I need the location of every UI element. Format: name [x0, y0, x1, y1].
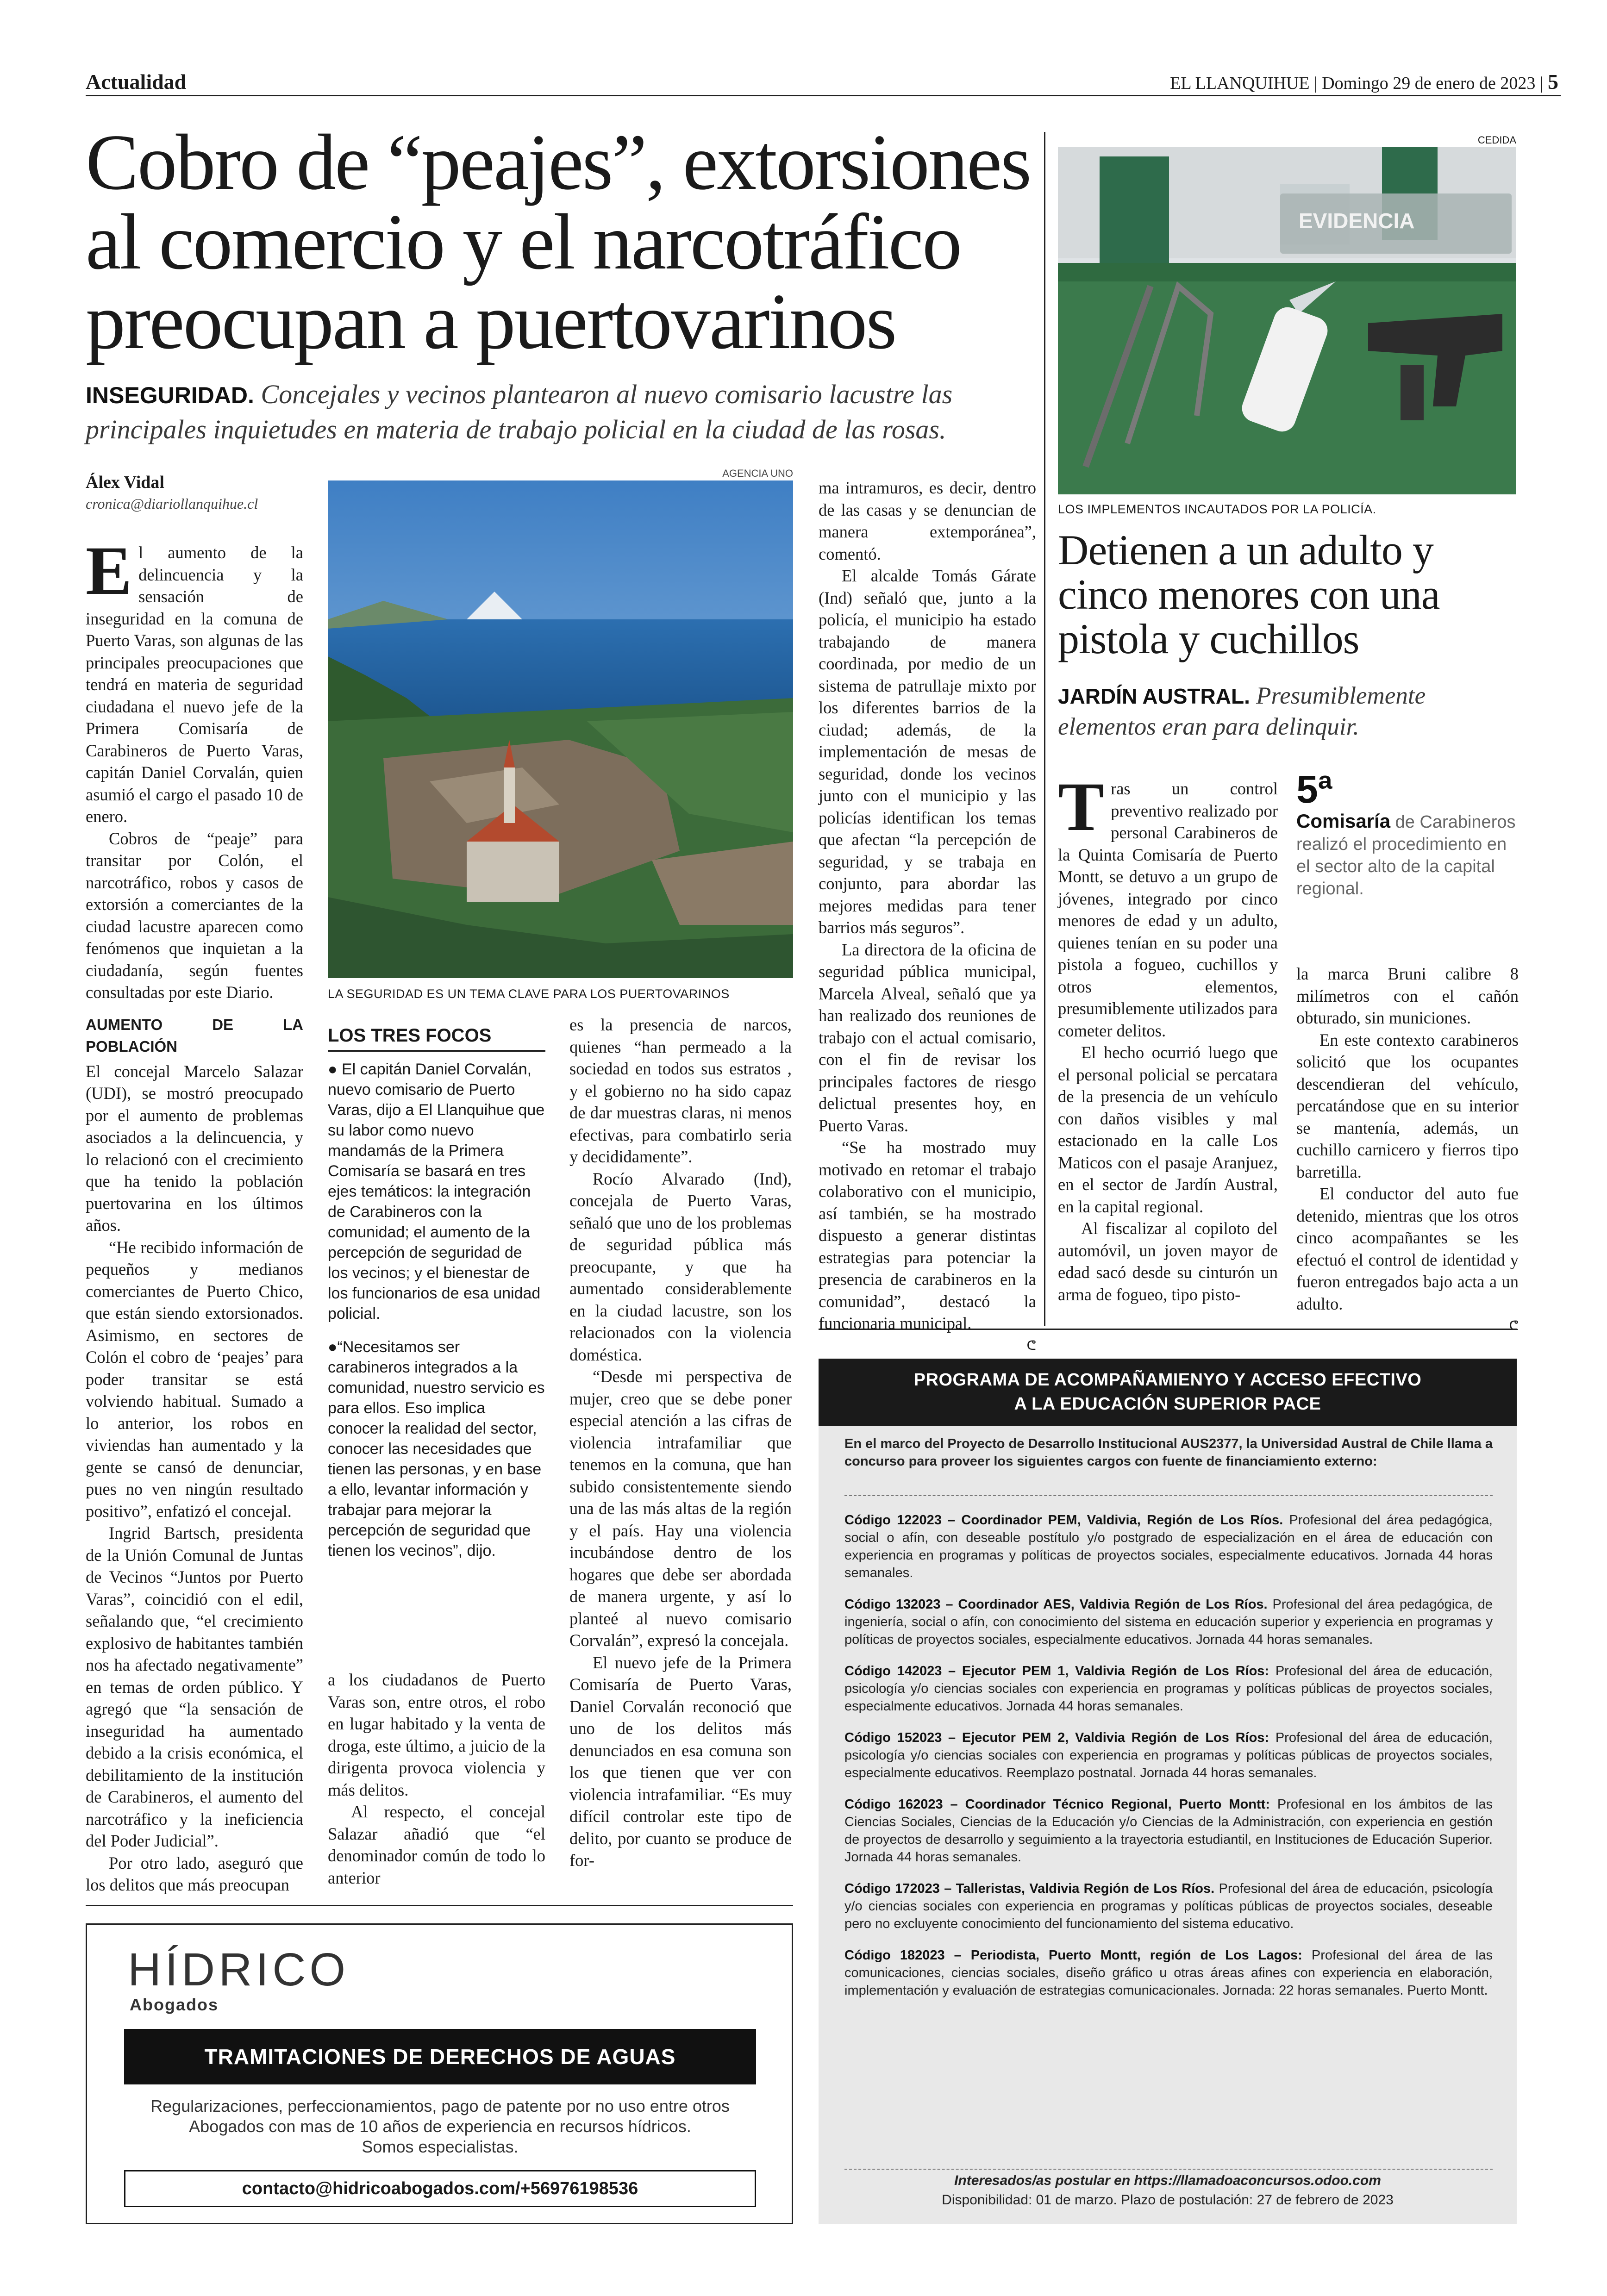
paragraph: “Desde mi perspectiva de mujer, creo que se debe poner especial atención a las cifras de violencia intrafamiliar que tenemos en la comuna, que han subido consistentemente siendo una de las más altas de la región y el país. Hay una violencia incubándose dentro de los hogares que debe ser abordada de manera urgente, y así lo planteé al nuevo comisario Corvalán”, expresó la concejala. [569, 1367, 792, 1650]
pace-item-code: Código 122023 – Coordinador PEM, Valdivia, Región de Los Ríos. [844, 1513, 1283, 1528]
photo-credit: AGENCIA UNO [722, 468, 793, 479]
pace-title-line: PROGRAMA DE ACOMPAÑAMIENYO Y ACCESO EFECTIVO [913, 1370, 1422, 1390]
second-kicker: JARDÍN AUSTRAL. [1058, 684, 1250, 708]
section-rule [86, 1905, 793, 1906]
ad-body [124, 2096, 756, 2157]
pace-item-text: Profesional del área de educación, psicología y/o ciencias sociales con experiencia en programas y políticas públicas de proyectos sociales, especialmente educativos. Reemplazo postnatal. Jornada 44 horas semanales. [844, 1730, 1493, 1780]
main-kicker: INSEGURIDAD. [86, 382, 254, 408]
publication-date: Domingo 29 de enero de 2023 [1322, 74, 1536, 93]
paragraph: a los ciudadanos de Puerto Varas son, entre otros, el robo en lugar habitado y la venta de droga, este último, a juicio de la dirigenta provoca violencia y más delitos. [328, 1670, 545, 1799]
pace-item-code: Código 142023 – Ejecutor PEM 1, Valdivia Región de Los Ríos: [844, 1664, 1269, 1678]
pace-item [844, 1662, 1493, 1715]
paragraph: El alcalde Tomás Gárate (Ind) señaló que, junto a la policía, el municipio ha estado trabajando de manera coordinada, por medio de un sistema de patrullaje mixto por los diferentes barrios de la ciudad; además, de la implementación de mesas de seguridad, donde los vecinos junto con el municipio y las policías identifican los temas que afectan “la percepción de seguridad, y se trabaja en conjunto, para abordar las mejores medidas para tener barrios más seguros”. [819, 566, 1036, 937]
fact-description: de Carabineros realizó el procedimiento en el sector alto de la capital regional. [1296, 812, 1516, 898]
pace-footer [819, 2171, 1517, 2210]
ad-brand-sub: Abogados [130, 1995, 219, 2014]
pace-title [819, 1359, 1517, 1426]
ad-brand-logo: HÍDRICO [128, 1944, 350, 1996]
ad-banner: TRAMITACIONES DE DERECHOS DE AGUAS [124, 2029, 756, 2084]
photo-caption: LA SEGURIDAD ES UN TEMA CLAVE PARA LOS PUERTOVARINOS [328, 987, 730, 1001]
column-divider [1044, 132, 1045, 1326]
second-deck-text: Presumiblemente elementos eran para delinquir. [1058, 682, 1426, 740]
main-deck [86, 377, 1035, 447]
paragraph: La directora de la oficina de seguridad pública municipal, Marcela Alveal, señaló que ya han realizado dos reuniones de trabajo con el actual comisario, con el fin de revisar los principales factores de riesgo delictual presentes hoy, en Puerto Varas. [819, 940, 1036, 1135]
paragraph: Rocío Alvarado (Ind), concejala de Puerto Varas, señaló que uno de los problemas de seguridad pública más preocupante, y que ha aumentado considerablemente en la ciudad lacustre, son los relacionados con la violencia doméstica. [569, 1169, 792, 1364]
pace-link[interactable]: Interesados/as postular en https://llamadoaconcursos.odoo.com [954, 2173, 1381, 2188]
pace-title-line: A LA EDUCACIÓN SUPERIOR PACE [1014, 1394, 1321, 1414]
pace-item-text: Profesional del área pedagógica, de ingeniería, social o afín, con conocimiento del sistema en educación superior y experiencia en programas y políticas de proyectos sociales, especialmente educativos. Jornada 44 horas semanales. [844, 1597, 1493, 1647]
ad-body-line: Abogados con mas de 10 años de experiencia en recursos hídricos. [189, 2117, 691, 2136]
fact-number: 5ª [1296, 767, 1332, 811]
paragraph: l aumento de la delincuencia y la sensación de inseguridad en la comuna de Puerto Varas, son algunas de las principales preocupaciones que tendrá en materia de seguridad ciudadana el nuevo jefe de la Primera Comisaría de Carabineros de Puerto Varas, capitán Daniel Corvalán, quien asumió el cargo el pasado 10 de enero. [86, 543, 303, 826]
main-headline: Cobro de “peajes”, extorsiones al comercio y el narcotráfico preocupan a puertovarinos [86, 119, 1031, 366]
main-photo-block [328, 468, 793, 1001]
pace-item [844, 1796, 1493, 1866]
second-column-1 [1058, 768, 1278, 1305]
pace-item [844, 1880, 1493, 1933]
main-column-1 [86, 532, 303, 1896]
paragraph: Al respecto, el concejal Salazar añadió que “el denominador común de todo lo anterior [328, 1802, 545, 1887]
header-rule [86, 95, 1561, 96]
section-label: Actualidad [86, 70, 187, 94]
paragraph: “He recibido información de pequeños y medianos comerciantes de Puerto Chico, que están siendo extorsionados. Asimismo, en sectores de Colón el cobro de ‘peajes’ para poder transitar se está volviendo habitual. Sumado a lo anterior, los robos en viviendas han aumentado y la gente se cansó de denunciar, pues no ven ningún resultado positivo”, enfatizó el concejal. [86, 1237, 303, 1521]
section-rule [819, 1329, 1517, 1330]
focos-item: ●“Necesitamos ser carabineros integrados a la comunidad, nuestro servicio es para ellos. Eso implica conocer la realidad del sector, conocer las necesidades que tienen las personas, y en base a ello, levantar información y trabajar para mejorar la percepción de seguridad que tienen los vecinos”, dijo. [328, 1338, 545, 1560]
dropcap: E [86, 532, 132, 609]
author-email: cronica@diariollanquihue.cl [86, 495, 258, 512]
paragraph: En este contexto carabineros solicitó que los ocupantes descendieran del vehículo, percatándose que en su interior se mantenía, además, un cuchillo carnicero y fierros tipo barretilla. [1296, 1030, 1519, 1181]
end-mark-icon: ᕦ [1509, 1318, 1519, 1333]
dropcap: T [1058, 768, 1105, 845]
main-column-3 [569, 1014, 792, 1872]
pace-item [844, 1729, 1493, 1782]
page-number: 5 [1548, 70, 1558, 94]
pace-divider [844, 1495, 1493, 1496]
photo-caption: LOS IMPLEMENTOS INCAUTADOS POR LA POLICÍA. [1058, 502, 1376, 516]
pace-item-text: Profesional del área de las comunicaciones, ciencias sociales, diseño gráfico u otras áreas afines con experiencia en elaboración, implementación y evaluación de estrategias comunicacionales. Jornada: 22 horas semanales. Puerto Montt. [844, 1948, 1493, 1998]
focos-item: ● El capitán Daniel Corvalán, nuevo comisario de Puerto Varas, dijo a El Llanquihue que su labor como nuevo mandamás de la Primera Comisaría se basará en tres ejes temáticos: la integración de Carabineros con la comunidad; el aumento de la percepción de seguridad de los vecinos; y el bienestar de los funcionarios de esa unidad policial. [328, 1061, 545, 1323]
paragraph: “Se ha mostrado muy motivado en retomar el trabajo colaborativo con el municipio, así también, se ha mostrado dispuesto a generar distintas estrategias para potenciar la presencia de carabineros en la comunidad”, destacó la funcionaria municipal. [819, 1138, 1036, 1333]
pace-item [844, 1947, 1493, 1999]
main-column-4 [819, 477, 1036, 1356]
pace-ad [819, 1359, 1517, 2224]
pace-item-code: Código 132023 – Coordinador AES, Valdivia Región de Los Ríos. [844, 1597, 1268, 1612]
publication-line: EL LLANQUIHUE | Domingo 29 de enero de 2023 | 5 [1170, 70, 1558, 94]
pace-item-code: Código 152023 – Ejecutor PEM 2, Valdivia Región de Los Ríos: [844, 1730, 1269, 1745]
main-deck-text: Concejales y vecinos plantearon al nuevo comisario lacustre las principales inquietudes en materia de trabajo policial en la ciudad de las rosas. [86, 379, 953, 444]
pace-item-text: Profesional en los ámbitos de las Ciencias Sociales, Ciencias de la Educación y/o Ciencias de la Administración, con experiencia en gestión de proyectos de desarrollo y seguimiento a la trayectoria estudiantil, en Instituciones de Educación Superior. Jornada 44 horas semanales. [844, 1797, 1493, 1865]
second-headline: Detienen a un adulto y cinco menores con una pistola y cuchillos [1058, 526, 1440, 662]
pace-item-code: Código 162023 – Coordinador Técnico Regional, Puerto Montt: [844, 1797, 1270, 1812]
pace-item [844, 1596, 1493, 1648]
second-deck [1058, 680, 1516, 742]
author-name: Álex Vidal [86, 473, 164, 492]
paragraph: El hecho ocurrió luego que el personal policial se percatara de la presencia de un vehículo con daños visibles y mal estacionado en la calle Los Maticos con el pasaje Aranjuez, en el sector de Jardín Austral, en la capital regional. [1058, 1043, 1278, 1216]
fact-text [1296, 810, 1519, 900]
pace-item-code: Código 172023 – Talleristas, Valdivia Región de Los Ríos. [844, 1881, 1215, 1896]
pace-list [844, 1511, 1493, 2013]
pace-item-text: Profesional del área de educación, psicología y/o ciencias sociales con experiencia en programas y políticas públicas de proyectos sociales, deseable pero no excluyente conocimiento del funcionamiento del sistema educativo. [844, 1881, 1493, 1931]
photo-credit: CEDIDA [1477, 134, 1516, 146]
paragraph: Cobros de “peaje” para transitar por Colón, el narcotráfico, robos y casos de extorsión a comerciantes de la ciudad lacustre aparecen como fenómenos que inquietan a la ciudadanía, según fuentes consultadas por este Diario. [86, 829, 303, 1002]
end-mark-icon: ᕦ [1026, 1338, 1036, 1353]
pace-item [844, 1511, 1493, 1582]
paragraph: ras un control preventivo realizado por personal Carabineros de la Quinta Comisaría de Puerto Montt, se detuvo a un grupo de jóvenes, integrado por cinco menores de edad y un adulto, quienes tenían en su poder una pistola a fogueo, cuchillos y otros elementos, presumiblemente utilizados para cometer delitos. [1058, 779, 1278, 1040]
pace-item-text: Profesional del área pedagógica, social o afín, con deseable postítulo y/o postgrado de especialización en el área de educación con experiencia en programas y políticas de proyectos sociales, especialmente educativos. Jornada 44 horas semanales. [844, 1513, 1493, 1580]
paragraph: ma intramuros, es decir, dentro de las casas y se denuncian de manera extemporánea”, comentó. [819, 478, 1036, 563]
fact-bold: Comisaría [1296, 810, 1391, 832]
evidence-photo-block [1058, 134, 1516, 517]
pace-dates: Disponibilidad: 01 de marzo. Plazo de postulación: 27 de febrero de 2023 [942, 2192, 1394, 2208]
subhead: AUMENTO DE LA POBLACIÓN [86, 1016, 303, 1055]
paragraph: Ingrid Bartsch, presidenta de la Unión Comunal de Juntas de Vecinos “Juntos por Puerto Varas”, coincidió con el edil, señalando que, “el crecimiento explosivo de habitantes también nos ha afectado negativamente” en temas de orden público. Y agregó que “la sensación de inseguridad ha aumentado debido a la crisis económica, el debilitamiento de la institución de Carabineros, el aumento del narcotráfico y la ineficiencia del Poder Judicial”. [86, 1523, 303, 1850]
focos-box [328, 1025, 545, 1574]
pace-item-text: Profesional del área de educación, psicología y/o ciencias sociales con experiencia en programas y políticas públicas de proyectos sociales, especialmente educativos. Jornada 44 horas semanales. [844, 1664, 1493, 1714]
paragraph: El concejal Marcelo Salazar (UDI), se mostró preocupado por el aumento de problemas asociados a la delincuencia, y lo relacionó con el crecimiento que ha tenido la población puertovarina en los últimos años. [86, 1061, 303, 1235]
pace-item-code: Código 182023 – Periodista, Puerto Montt, región de Los Lagos: [844, 1948, 1302, 1963]
paragraph: Al fiscalizar al copiloto del automóvil, un joven mayor de edad sacó desde su cinturón un arma de fogueo, tipo pisto- [1058, 1219, 1278, 1304]
evidence-sign: EVIDENCIA [1299, 209, 1415, 233]
pace-divider [844, 2169, 1493, 2170]
paragraph: El nuevo jefe de la Primera Comisaría de Puerto Varas, Daniel Corvalán reconoció que uno de los delitos más denunciados en esa comuna son los que tienen que ver con violencia intrafamiliar. “Es muy difícil controlar este tipo de delito, por cuanto se produce de for- [569, 1653, 792, 1870]
ad-contact: contacto@hidricoabogados.com/+56976198536 [124, 2170, 756, 2207]
paragraph: El conductor del auto fue detenido, mientras que los otros cinco acompañantes se les efectuó el control de identidad y fueron entregados bajo acta a un adulto. [1296, 1184, 1519, 1313]
focos-title: LOS TRES FOCOS [328, 1025, 545, 1052]
paragraph: la marca Bruni calibre 8 milímetros con el cañón obturado, sin municiones. [1296, 964, 1519, 1027]
paragraph: es la presencia de narcos, quienes “han permeado a la sociedad en todos sus estratos , y el gobierno no ha sido capaz de dar muestras claras, ni menos efectivas, para combatirlo seria y decididamente”. [569, 1015, 792, 1166]
publication-name: EL LLANQUIHUE [1170, 74, 1310, 93]
puerto-varas-photo [328, 480, 793, 978]
pace-intro: En el marco del Proyecto de Desarrollo Institucional AUS2377, la Universidad Austral de Chile llama a concurso para proveer los siguientes cargos con fuente de financiamiento externo: [844, 1436, 1493, 1469]
fact-box [1296, 768, 1519, 900]
second-column-2 [1296, 963, 1519, 1337]
main-column-2 [328, 1669, 545, 1889]
ad-body-line: Regularizaciones, perfeccionamientos, pago de patente por no uso entre otros [150, 2096, 730, 2115]
hidrico-ad [86, 1923, 793, 2224]
ad-body-line: Somos especialistas. [362, 2137, 519, 2156]
evidence-photo [1058, 147, 1516, 494]
paragraph: Por otro lado, aseguró que los delitos que más preocupan [86, 1853, 303, 1894]
